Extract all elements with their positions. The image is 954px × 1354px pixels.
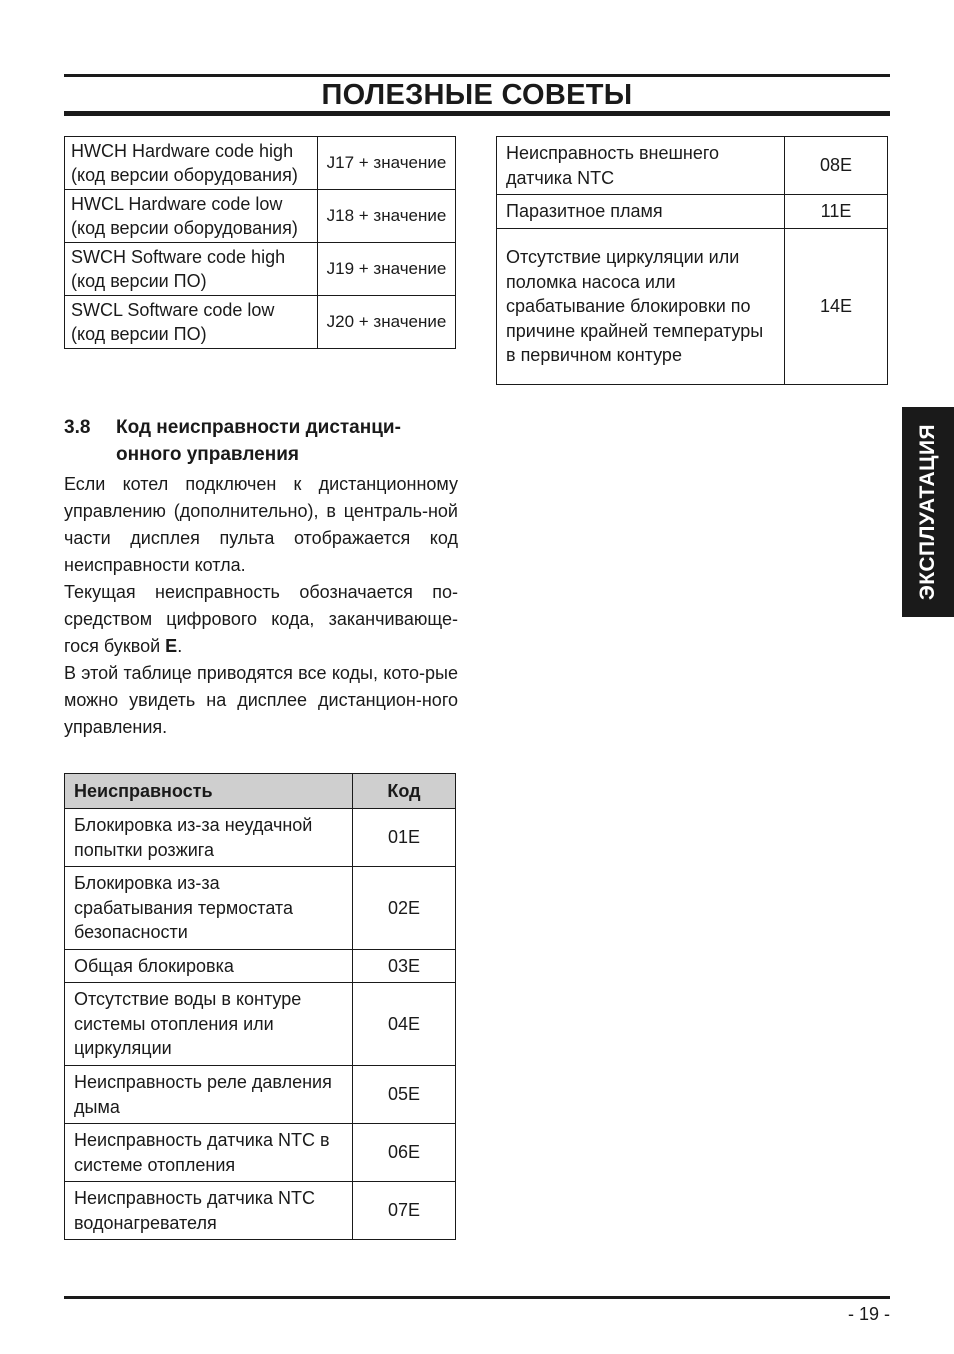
fault-code: 02E [353, 867, 456, 950]
fault-code-table [64, 773, 456, 1240]
header-fault: Неисправность [65, 774, 353, 809]
table-row [65, 867, 456, 950]
top-rule [64, 74, 890, 77]
page-number: - 19 - [847, 1304, 890, 1324]
table-row [65, 983, 456, 1066]
table-row [65, 950, 456, 983]
table-row [65, 1124, 456, 1182]
section-heading [64, 414, 456, 468]
code-value: J20 + значение [318, 296, 456, 349]
side-tab-label: ЭКСПЛУАТАЦИЯ [916, 423, 939, 601]
fault-code: 01E [353, 809, 456, 867]
fault-code: 03E [353, 950, 456, 983]
paragraph: Если котел подключен к дистанционному управлению (дополнительно), в централь-ной части дисплея пульта отображается код неисправности котла. [64, 474, 458, 575]
fault-description: Отсутствие воды в контуре системы отопления или циркуляции [65, 983, 353, 1066]
fault-description: Паразитное пламя [497, 195, 785, 229]
code-description: HWCH Hardware code high (код версии оборудования) [65, 137, 318, 190]
header-code: Код [353, 774, 456, 809]
table-row [497, 137, 888, 195]
table-row [65, 1066, 456, 1124]
table-row [497, 195, 888, 229]
fault-table-continued [496, 136, 888, 385]
code-value: J17 + значение [318, 137, 456, 190]
table-row [65, 809, 456, 867]
fault-description: Неисправность датчика NTC водонагревателя [65, 1182, 353, 1240]
fault-code: 04E [353, 983, 456, 1066]
fault-letter: E [165, 636, 178, 656]
section-title: Код неисправности дистанци-онного управления [116, 417, 401, 465]
code-value: J18 + значение [318, 190, 456, 243]
version-code-table [64, 136, 456, 349]
table-row [65, 137, 456, 190]
fault-code: 06E [353, 1124, 456, 1182]
fault-code: 11E [785, 195, 888, 229]
section-number: 3.8 [64, 417, 91, 438]
fault-description: Общая блокировка [65, 950, 353, 983]
table-header-row [65, 774, 456, 809]
table-row [65, 1182, 456, 1240]
section-side-tab [902, 407, 954, 617]
fault-description: Блокировка из-за срабатывания термостата безопасности [65, 867, 353, 950]
section-body [64, 471, 458, 741]
page-title: ПОЛЕЗНЫЕ СОВЕТЫ [321, 79, 633, 111]
fault-code: 07E [353, 1182, 456, 1240]
fault-description: Неисправность внешнего датчика NTC [497, 137, 785, 195]
code-description: SWCH Software code high (код версии ПО) [65, 243, 318, 296]
fault-code: 14E [785, 229, 888, 385]
title-underline [64, 111, 890, 116]
fault-code: 05E [353, 1066, 456, 1124]
paragraph: Текущая неисправность обозначается по-средством цифрового кода, заканчивающе-гося буквой E. [64, 582, 458, 656]
table-row [65, 190, 456, 243]
fault-description: Неисправность датчика NTC в системе отопления [65, 1124, 353, 1182]
bottom-rule [64, 1296, 890, 1299]
code-description: SWCL Software code low (код версии ПО) [65, 296, 318, 349]
table-row [65, 243, 456, 296]
fault-code: 08E [785, 137, 888, 195]
fault-description: Блокировка из-за неудачной попытки розжига [65, 809, 353, 867]
table-row [497, 229, 888, 385]
fault-description: Неисправность реле давления дыма [65, 1066, 353, 1124]
code-value: J19 + значение [318, 243, 456, 296]
table-row [65, 296, 456, 349]
fault-description: Отсутствие циркуляции или поломка насоса или срабатывание блокировки по причине крайней температуры в первичном контуре [497, 229, 785, 385]
paragraph: В этой таблице приводятся все коды, кото-рые можно увидеть на дисплее дистанцион-ного управления. [64, 663, 458, 737]
code-description: HWCL Hardware code low (код версии оборудования) [65, 190, 318, 243]
